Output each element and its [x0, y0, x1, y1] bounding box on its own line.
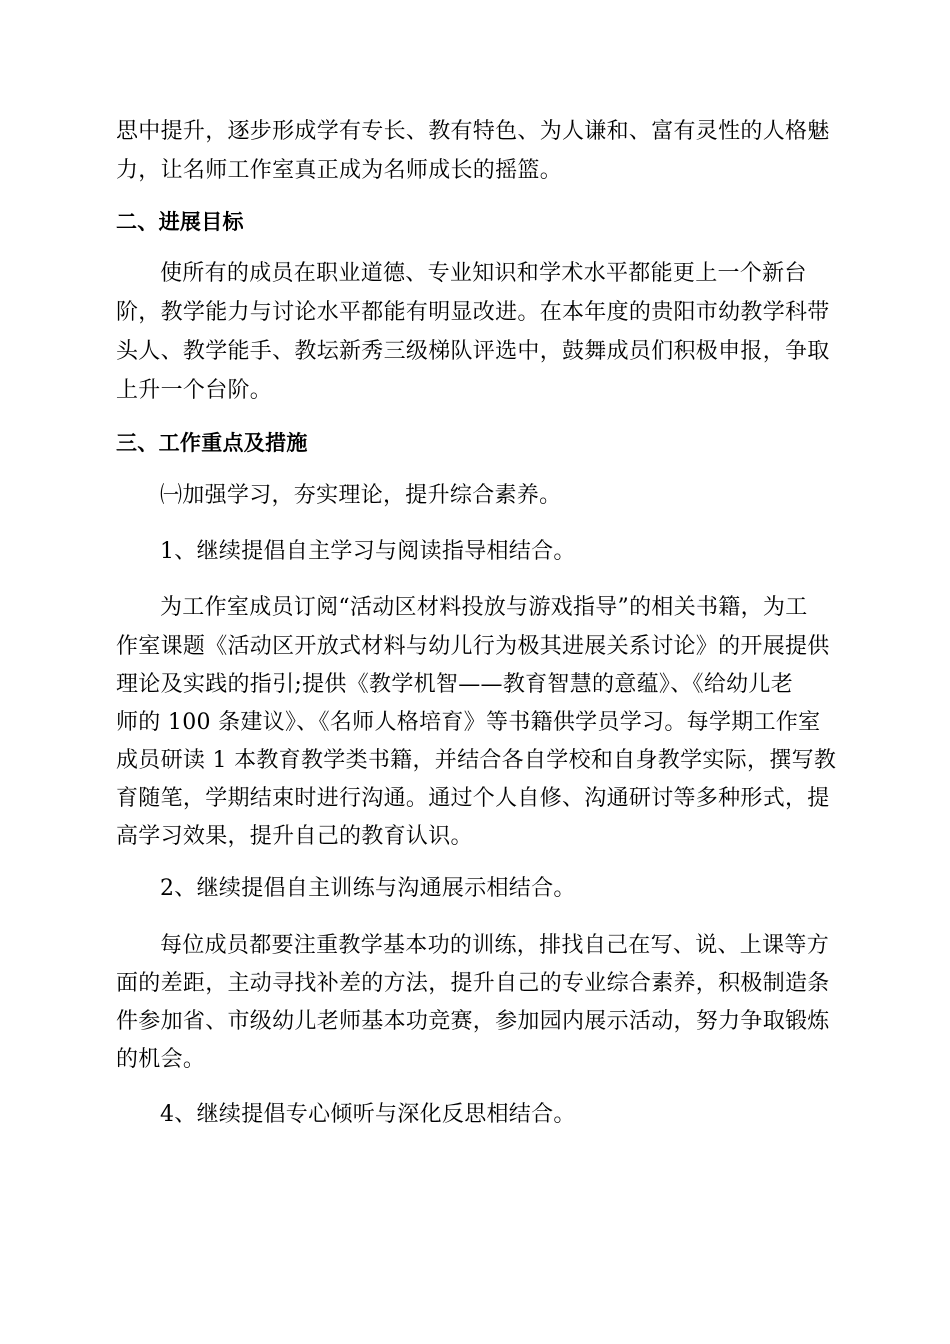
- item-heading: 4、继续提倡专心倾听与深化反思相结合。: [160, 1102, 576, 1127]
- paragraph-line: 的机会。: [116, 1047, 206, 1072]
- paragraph-line: 头人、教学能手、教坛新秀三级梯队评选中，鼓舞成员们积极申报，争取: [116, 339, 830, 364]
- section-heading-goals: 二、进展目标: [116, 210, 244, 234]
- item-heading: 1、继续提倡自主学习与阅读指导相结合。: [160, 539, 576, 564]
- paragraph-line: 阶，教学能力与讨论水平都能有明显改进。在本年度的贵阳市幼教学科带: [116, 300, 830, 325]
- paragraph-line: 育随笔，学期结束时进行沟通。通过个人自修、沟通研讨等多种形式，提: [116, 786, 830, 811]
- subsection-heading: ㈠加强学习，夯实理论，提升综合素养。: [160, 483, 562, 508]
- paragraph-line: 理论及实践的指引;提供《教学机智——教育智慧的意蕴》、《给幼儿老: [116, 672, 794, 697]
- section-heading-focus: 三、工作重点及措施: [116, 431, 308, 455]
- paragraph-line: 件参加省、市级幼儿老师基本功竞赛，参加园内展示活动，努力争取锻炼: [116, 1009, 830, 1034]
- paragraph-line: 高学习效果，提升自己的教育认识。: [116, 824, 473, 849]
- paragraph-line: 力，让名师工作室真正成为名师成长的摇篮。: [116, 158, 563, 183]
- paragraph-line: 作室课题《活动区开放式材料与幼儿行为极其进展关系讨论》的开展提供: [116, 634, 830, 659]
- paragraph-line: 使所有的成员在职业道德、专业知识和学术水平都能更上一个新台: [160, 261, 807, 286]
- paragraph-line: 为工作室成员订阅“活动区材料投放与游戏指导”的相关书籍，为工: [160, 595, 808, 620]
- item-heading: 2、继续提倡自主训练与沟通展示相结合。: [160, 876, 576, 901]
- paragraph-line: 成员研读 1 本教育教学类书籍，并结合各自学校和自身教学实际，撰写教: [116, 748, 837, 773]
- paragraph-line: 师的 100 条建议》、《名师人格培育》等书籍供学员学习。每学期工作室: [116, 710, 821, 735]
- paragraph-line: 面的差距，主动寻找补差的方法，提升自己的专业综合素养，积极制造条: [116, 971, 830, 996]
- paragraph-line: 思中提升，逐步形成学有专长、教有特色、为人谦和、富有灵性的人格魅: [116, 119, 830, 144]
- paragraph-line: 上升一个台阶。: [116, 378, 273, 403]
- paragraph-line: 每位成员都要注重教学基本功的训练，排找自己在写、说、上课等方: [160, 933, 830, 958]
